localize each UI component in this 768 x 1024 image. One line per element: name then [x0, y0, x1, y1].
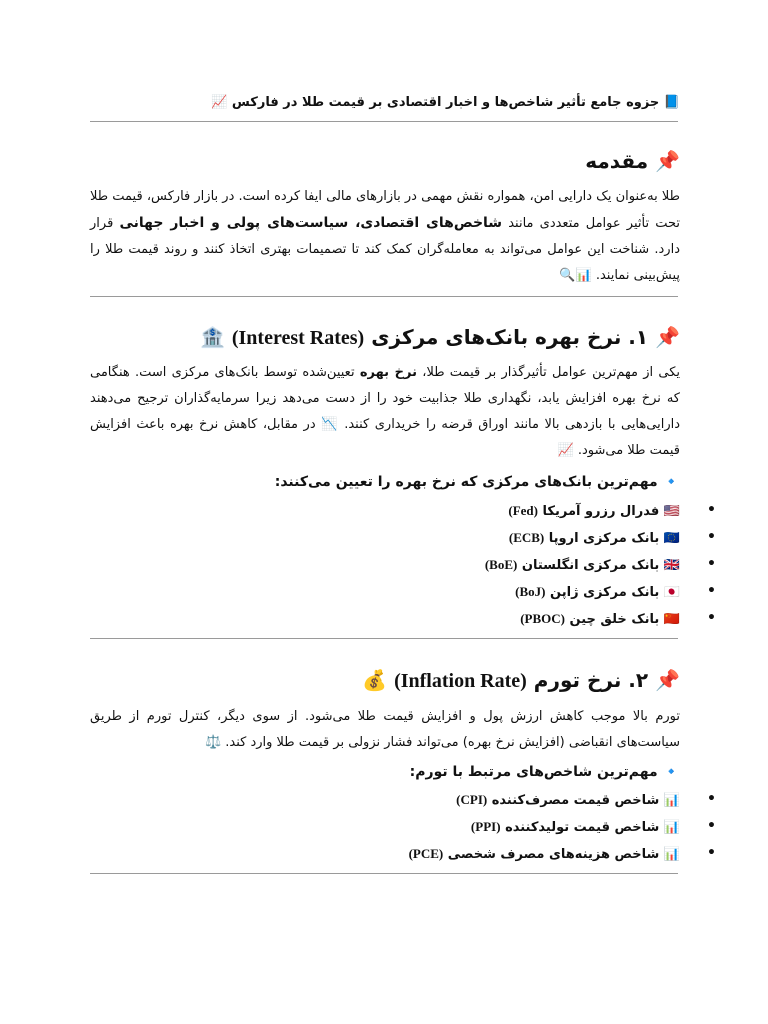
- divider: [90, 638, 678, 639]
- intro-paragraph: [90, 184, 680, 289]
- chart-icon: 📊: [663, 793, 680, 808]
- intro-text-bold: شاخص‌های اقتصادی، سیاست‌های پولی و اخبار جهانی: [119, 215, 503, 231]
- section1-heading-en: (Interest Rates): [231, 327, 365, 349]
- list-item: • 📊 شاخص قیمت مصرف‌کننده (CPI): [456, 791, 716, 808]
- jp-flag-icon: 🇯🇵: [663, 585, 680, 600]
- section1-text-bold: نرخ بهره: [359, 365, 418, 380]
- eu-flag-icon: 🇪🇺: [663, 531, 680, 546]
- bank-icon: 🏦: [199, 325, 225, 349]
- section2-heading-en: (Inflation Rate): [394, 670, 527, 692]
- list-item: • 📊 شاخص قیمت تولیدکننده (PPI): [470, 818, 716, 835]
- list-item: • 📊 شاخص هزینه‌های مصرف شخصی (PCE): [408, 845, 716, 862]
- divider: [90, 296, 678, 297]
- us-flag-icon: 🇺🇸: [663, 504, 680, 519]
- section1-text-part2: تعیین‌شده توسط بانک‌های مرکزی است. هنگامی که نرخ بهره افزایش یابد، نگهداری طلا جذابیت خود را از دست می‌دهد زیرا سرمایه‌گذاران ترجیح می‌دهند دارایی‌هایی با بازدهی بالا مانند اوراق قرضه را خریداری کنند. 📉 در مقابل، کاهش نرخ بهره باعث افزایش قیمت طلا می‌شود. 📈: [90, 365, 680, 458]
- cn-flag-icon: 🇨🇳: [663, 612, 680, 627]
- list-item: • 🇬🇧 بانک مرکزی انگلستان (BoE): [484, 556, 716, 573]
- intro-text-part1: طلا به‌عنوان یک دارایی امن، همواره نقش مهمی در بازارهای مالی ایفا کرده است. در بازار فارکس، قیمت طلا تحت تأثیر عوامل متعددی مانند: [90, 189, 680, 231]
- uk-flag-icon: 🇬🇧: [663, 558, 680, 573]
- divider: [90, 873, 678, 874]
- section2-heading-fa: 📌 ۲. نرخ تورم: [533, 668, 680, 692]
- divider: [90, 121, 678, 122]
- chart-icon: 📊: [663, 820, 680, 835]
- money-bag-icon: 💰: [362, 668, 388, 692]
- section2-heading: [90, 665, 680, 695]
- list-item: • 🇨🇳 بانک خلق چین (PBOC): [520, 610, 716, 627]
- document-title: 📘 جزوه جامع تأثیر شاخص‌ها و اخبار اقتصادی بر قیمت طلا در فارکس 📈: [211, 95, 680, 110]
- section1-heading: [90, 322, 680, 352]
- section1-text-part1: یکی از مهم‌ترین عوامل تأثیرگذار بر قیمت طلا،: [417, 365, 680, 380]
- intro-text-part2: قرار دارد. شناخت این عوامل می‌تواند به معامله‌گران کمک کند تا تصمیمات بهتری اتخاذ کنند و روند قیمت طلا را پیش‌بینی نمایند. 📊🔍: [90, 216, 680, 283]
- section1-paragraph: [90, 360, 680, 464]
- central-banks-list: [120, 497, 716, 632]
- list-item: • 🇪🇺 بانک مرکزی اروپا (ECB): [508, 529, 716, 546]
- section2-subheading: 🔹 مهم‌ترین شاخص‌های مرتبط با تورم:: [409, 764, 680, 780]
- list-item: • 🇺🇸 فدرال رزرو آمریکا (Fed): [508, 502, 716, 519]
- section2-paragraph: تورم بالا موجب کاهش ارزش پول و افزایش قیمت طلا می‌شود. از سوی دیگر، کنترل تورم از طریق سیاست‌های انقباضی (افزایش نرخ بهره) می‌تواند فشار نزولی بر قیمت طلا وارد کند. ⚖️: [90, 709, 680, 750]
- list-item: • 🇯🇵 بانک مرکزی ژاپن (BoJ): [515, 583, 716, 600]
- intro-heading: 📌 مقدمه: [585, 149, 680, 173]
- section1-subheading: 🔹 مهم‌ترین بانک‌های مرکزی که نرخ بهره را تعیین می‌کنند:: [274, 474, 680, 490]
- section1-heading-fa: 📌 ۱. نرخ بهره بانک‌های مرکزی: [371, 325, 680, 349]
- inflation-indicators-list: [120, 786, 716, 867]
- chart-icon: 📊: [663, 847, 680, 862]
